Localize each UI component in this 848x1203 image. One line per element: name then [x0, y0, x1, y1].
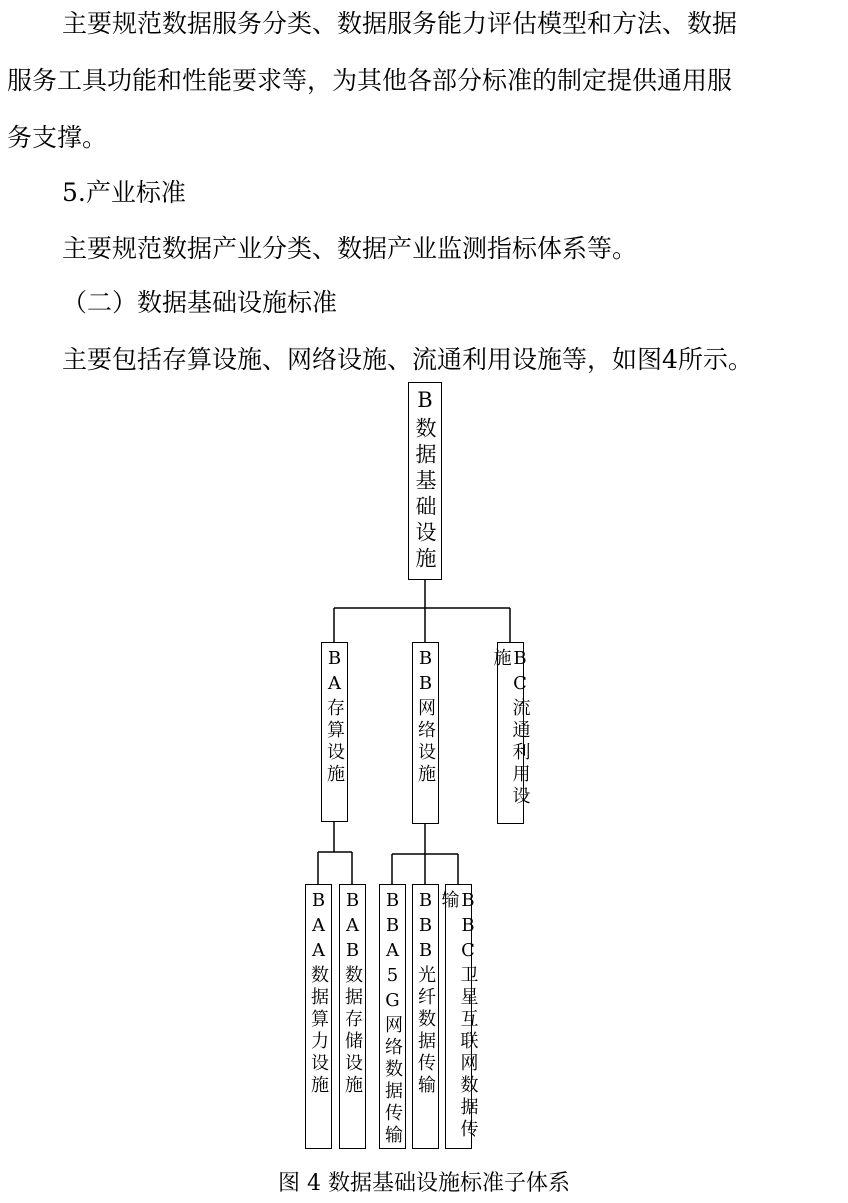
paragraph-line: 务支撑。 — [7, 123, 108, 152]
paragraph-line: 主要规范数据产业分类、数据产业监测指标体系等。 — [62, 234, 638, 263]
node-label: BBC卫星互联网数据传输 — [438, 890, 479, 1141]
node-compute — [305, 884, 332, 1149]
node-label: BAA数据算力设施 — [308, 890, 329, 1097]
node-label: BC流通利用设施 — [490, 648, 531, 808]
section-heading-infrastructure: （二）数据基础设施标准 — [62, 288, 338, 317]
paragraph-line: 主要规范数据服务分类、数据服务能力评估模型和方法、数据 — [62, 9, 738, 38]
node-5g — [379, 884, 406, 1149]
node-label: BA存算设施 — [324, 648, 345, 786]
figure-caption: 图 4 数据基础设施标准子体系 — [278, 1171, 570, 1196]
node-fiber — [412, 884, 439, 1149]
paragraph-line: 主要包括存算设施、网络设施、流通利用设施等，如图4所示。 — [62, 345, 753, 374]
node-root-label: B数据基础设施 — [413, 388, 437, 573]
node-network — [412, 642, 439, 824]
node-label: BB网络设施 — [415, 648, 436, 786]
section-heading-industry: 5.产业标准 — [62, 178, 186, 207]
node-storage — [339, 884, 366, 1149]
node-circulation — [490, 642, 531, 824]
node-root — [408, 382, 442, 580]
node-label: BBB光纤数据传输 — [415, 890, 436, 1097]
node-label: BAB数据存储设施 — [342, 890, 363, 1097]
node-storage-compute — [321, 642, 348, 822]
node-satellite — [438, 884, 479, 1149]
node-label: BBA5G网络数据传输 — [382, 890, 403, 1147]
paragraph-line: 服务工具功能和性能要求等，为其他各部分标准的制定提供通用服 — [7, 66, 733, 95]
